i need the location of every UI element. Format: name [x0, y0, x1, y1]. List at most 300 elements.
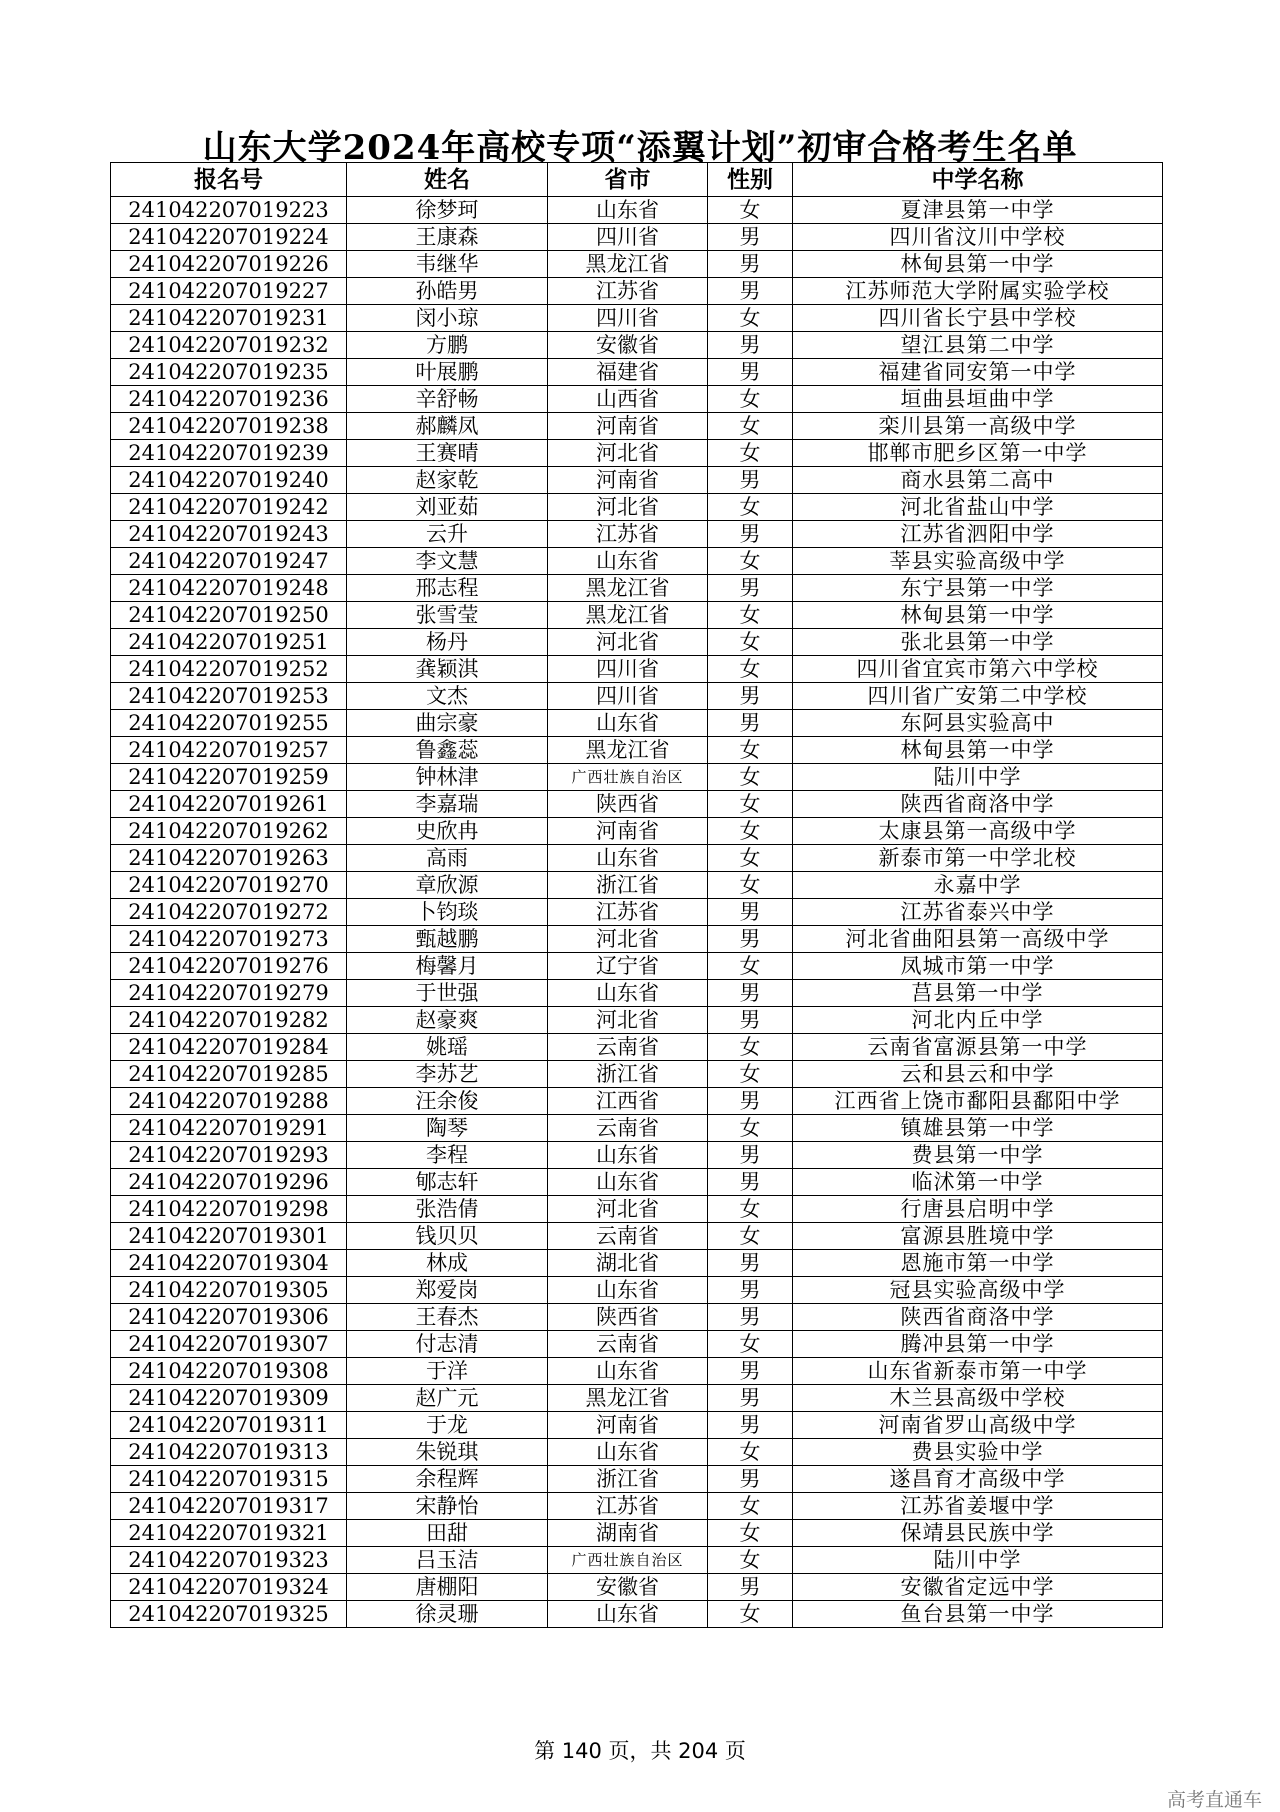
cell-province: 湖南省: [548, 1520, 708, 1547]
cell-gender: 男: [708, 1169, 793, 1196]
cell-province: 浙江省: [548, 1061, 708, 1088]
cell-province: 江苏省: [548, 521, 708, 548]
cell-reg-no: 241042207019243: [111, 521, 347, 548]
table-row: [111, 359, 1163, 386]
cell-province: 河南省: [548, 818, 708, 845]
cell-gender: 男: [708, 521, 793, 548]
cell-province: 河南省: [548, 413, 708, 440]
cell-reg-no: 241042207019251: [111, 629, 347, 656]
cell-province: 河北省: [548, 1196, 708, 1223]
cell-school: 太康县第一高级中学: [793, 818, 1163, 845]
cell-school: 邯郸市肥乡区第一中学: [793, 440, 1163, 467]
table-row: [111, 413, 1163, 440]
cell-reg-no: 241042207019253: [111, 683, 347, 710]
cell-province: 山东省: [548, 197, 708, 224]
cell-reg-no: 241042207019262: [111, 818, 347, 845]
cell-school: 河北省曲阳县第一高级中学: [793, 926, 1163, 953]
cell-school: 临沭第一中学: [793, 1169, 1163, 1196]
table-row: [111, 1223, 1163, 1250]
cell-reg-no: 241042207019301: [111, 1223, 347, 1250]
cell-name: 赵广元: [347, 1385, 548, 1412]
table-row: [111, 1412, 1163, 1439]
table-row: [111, 629, 1163, 656]
cell-province: 辽宁省: [548, 953, 708, 980]
cell-reg-no: 241042207019311: [111, 1412, 347, 1439]
column-header-province: 省市: [548, 163, 708, 197]
cell-province: 江苏省: [548, 1493, 708, 1520]
table-row: [111, 1574, 1163, 1601]
cell-province: 山东省: [548, 845, 708, 872]
cell-school: 陆川中学: [793, 764, 1163, 791]
cell-school: 莒县第一中学: [793, 980, 1163, 1007]
cell-reg-no: 241042207019252: [111, 656, 347, 683]
cell-gender: 女: [708, 548, 793, 575]
cell-name: 徐梦珂: [347, 197, 548, 224]
cell-school: 陆川中学: [793, 1547, 1163, 1574]
cell-province: 四川省: [548, 683, 708, 710]
cell-province: 云南省: [548, 1223, 708, 1250]
cell-province: 山东省: [548, 1601, 708, 1628]
cell-school: 林甸县第一中学: [793, 602, 1163, 629]
cell-name: 林成: [347, 1250, 548, 1277]
table-row: [111, 953, 1163, 980]
cell-gender: 女: [708, 656, 793, 683]
table-header-row: [111, 163, 1163, 197]
cell-school: 恩施市第一中学: [793, 1250, 1163, 1277]
cell-province: 山东省: [548, 1439, 708, 1466]
cell-name: 龚颖淇: [347, 656, 548, 683]
cell-gender: 女: [708, 440, 793, 467]
cell-reg-no: 241042207019272: [111, 899, 347, 926]
cell-gender: 男: [708, 278, 793, 305]
cell-school: 山东省新泰市第一中学: [793, 1358, 1163, 1385]
cell-province: 山东省: [548, 1277, 708, 1304]
cell-name: 文杰: [347, 683, 548, 710]
cell-gender: 女: [708, 629, 793, 656]
cell-gender: 女: [708, 1520, 793, 1547]
cell-name: 鲁鑫蕊: [347, 737, 548, 764]
table-row: [111, 1061, 1163, 1088]
cell-name: 史欣冉: [347, 818, 548, 845]
cell-province: 广西壮族自治区: [548, 1547, 708, 1574]
column-header-gender: 性别: [708, 163, 793, 197]
column-header-reg-no: 报名号: [111, 163, 347, 197]
cell-school: 木兰县高级中学校: [793, 1385, 1163, 1412]
cell-name: 赵豪爽: [347, 1007, 548, 1034]
cell-school: 江苏师范大学附属实验学校: [793, 278, 1163, 305]
cell-reg-no: 241042207019248: [111, 575, 347, 602]
cell-school: 河南省罗山高级中学: [793, 1412, 1163, 1439]
cell-school: 江苏省泰兴中学: [793, 899, 1163, 926]
cell-name: 吕玉洁: [347, 1547, 548, 1574]
cell-reg-no: 241042207019296: [111, 1169, 347, 1196]
cell-province: 云南省: [548, 1034, 708, 1061]
cell-name: 李苏艺: [347, 1061, 548, 1088]
cell-school: 镇雄县第一中学: [793, 1115, 1163, 1142]
cell-name: 杨丹: [347, 629, 548, 656]
cell-reg-no: 241042207019270: [111, 872, 347, 899]
cell-school: 腾冲县第一中学: [793, 1331, 1163, 1358]
cell-name: 汪余俊: [347, 1088, 548, 1115]
cell-reg-no: 241042207019235: [111, 359, 347, 386]
cell-gender: 男: [708, 224, 793, 251]
cell-province: 河南省: [548, 1412, 708, 1439]
cell-gender: 男: [708, 467, 793, 494]
table-row: [111, 926, 1163, 953]
cell-name: 高雨: [347, 845, 548, 872]
cell-gender: 男: [708, 332, 793, 359]
cell-gender: 女: [708, 872, 793, 899]
cell-reg-no: 241042207019261: [111, 791, 347, 818]
cell-province: 广西壮族自治区: [548, 764, 708, 791]
cell-province: 山东省: [548, 1358, 708, 1385]
table-row: [111, 1169, 1163, 1196]
cell-gender: 女: [708, 737, 793, 764]
table-row: [111, 872, 1163, 899]
cell-name: 徐灵珊: [347, 1601, 548, 1628]
cell-name: 孙皓男: [347, 278, 548, 305]
cell-gender: 女: [708, 305, 793, 332]
cell-gender: 男: [708, 1466, 793, 1493]
cell-school: 陕西省商洛中学: [793, 791, 1163, 818]
cell-province: 山东省: [548, 548, 708, 575]
cell-reg-no: 241042207019276: [111, 953, 347, 980]
cell-province: 山东省: [548, 980, 708, 1007]
cell-gender: 女: [708, 413, 793, 440]
cell-name: 李程: [347, 1142, 548, 1169]
cell-province: 山东省: [548, 1142, 708, 1169]
cell-school: 商水县第二高中: [793, 467, 1163, 494]
cell-province: 四川省: [548, 305, 708, 332]
cell-province: 黑龙江省: [548, 1385, 708, 1412]
cell-name: 郑爱岗: [347, 1277, 548, 1304]
cell-province: 江苏省: [548, 278, 708, 305]
cell-reg-no: 241042207019240: [111, 467, 347, 494]
cell-reg-no: 241042207019257: [111, 737, 347, 764]
table-row: [111, 575, 1163, 602]
table-row: [111, 332, 1163, 359]
cell-gender: 女: [708, 764, 793, 791]
cell-name: 韦继华: [347, 251, 548, 278]
cell-gender: 男: [708, 251, 793, 278]
column-header-name: 姓名: [347, 163, 548, 197]
cell-reg-no: 241042207019309: [111, 1385, 347, 1412]
cell-name: 甄越鹏: [347, 926, 548, 953]
table-row: [111, 1250, 1163, 1277]
cell-province: 福建省: [548, 359, 708, 386]
cell-school: 云南省富源县第一中学: [793, 1034, 1163, 1061]
cell-province: 四川省: [548, 224, 708, 251]
table-row: [111, 980, 1163, 1007]
cell-reg-no: 241042207019305: [111, 1277, 347, 1304]
cell-gender: 女: [708, 1034, 793, 1061]
cell-name: 郇志轩: [347, 1169, 548, 1196]
cell-school: 莘县实验高级中学: [793, 548, 1163, 575]
cell-name: 姚瑶: [347, 1034, 548, 1061]
cell-name: 刘亚茹: [347, 494, 548, 521]
cell-school: 栾川县第一高级中学: [793, 413, 1163, 440]
table-row: [111, 1493, 1163, 1520]
cell-school: 安徽省定远中学: [793, 1574, 1163, 1601]
cell-name: 王康森: [347, 224, 548, 251]
cell-name: 章欣源: [347, 872, 548, 899]
cell-name: 云升: [347, 521, 548, 548]
cell-gender: 男: [708, 1250, 793, 1277]
table-row: [111, 1466, 1163, 1493]
cell-name: 张浩倩: [347, 1196, 548, 1223]
cell-reg-no: 241042207019250: [111, 602, 347, 629]
cell-province: 河北省: [548, 494, 708, 521]
cell-school: 保靖县民族中学: [793, 1520, 1163, 1547]
table-row: [111, 1547, 1163, 1574]
cell-gender: 女: [708, 791, 793, 818]
cell-name: 赵家乾: [347, 467, 548, 494]
table-row: [111, 1601, 1163, 1628]
cell-gender: 女: [708, 1331, 793, 1358]
cell-reg-no: 241042207019317: [111, 1493, 347, 1520]
cell-province: 陕西省: [548, 791, 708, 818]
cell-name: 叶展鹏: [347, 359, 548, 386]
cell-gender: 女: [708, 1601, 793, 1628]
cell-province: 江西省: [548, 1088, 708, 1115]
cell-province: 河南省: [548, 467, 708, 494]
table-row: [111, 1034, 1163, 1061]
cell-gender: 男: [708, 1007, 793, 1034]
cell-reg-no: 241042207019255: [111, 710, 347, 737]
cell-gender: 男: [708, 1088, 793, 1115]
cell-reg-no: 241042207019304: [111, 1250, 347, 1277]
cell-school: 费县第一中学: [793, 1142, 1163, 1169]
cell-province: 河北省: [548, 629, 708, 656]
cell-school: 河北省盐山中学: [793, 494, 1163, 521]
cell-gender: 男: [708, 1304, 793, 1331]
cell-name: 付志清: [347, 1331, 548, 1358]
table-row: [111, 1331, 1163, 1358]
cell-gender: 男: [708, 1277, 793, 1304]
cell-name: 唐棚阳: [347, 1574, 548, 1601]
cell-province: 黑龙江省: [548, 737, 708, 764]
cell-province: 云南省: [548, 1115, 708, 1142]
table-row: [111, 602, 1163, 629]
table-row: [111, 224, 1163, 251]
table-row: [111, 845, 1163, 872]
table-row: [111, 386, 1163, 413]
cell-province: 安徽省: [548, 1574, 708, 1601]
cell-province: 山东省: [548, 710, 708, 737]
cell-reg-no: 241042207019224: [111, 224, 347, 251]
cell-name: 钱贝贝: [347, 1223, 548, 1250]
table-row: [111, 1088, 1163, 1115]
cell-school: 垣曲县垣曲中学: [793, 386, 1163, 413]
cell-reg-no: 241042207019239: [111, 440, 347, 467]
cell-name: 梅馨月: [347, 953, 548, 980]
table-row: [111, 197, 1163, 224]
cell-gender: 男: [708, 1574, 793, 1601]
cell-reg-no: 241042207019298: [111, 1196, 347, 1223]
cell-name: 曲宗豪: [347, 710, 548, 737]
cell-reg-no: 241042207019324: [111, 1574, 347, 1601]
cell-gender: 男: [708, 1142, 793, 1169]
cell-reg-no: 241042207019306: [111, 1304, 347, 1331]
cell-gender: 女: [708, 494, 793, 521]
table-row: [111, 278, 1163, 305]
table-row: [111, 1007, 1163, 1034]
cell-gender: 女: [708, 1547, 793, 1574]
cell-school: 林甸县第一中学: [793, 737, 1163, 764]
cell-reg-no: 241042207019288: [111, 1088, 347, 1115]
cell-name: 陶琴: [347, 1115, 548, 1142]
table-row: [111, 1520, 1163, 1547]
cell-province: 四川省: [548, 656, 708, 683]
page-footer: 第 140 页，共 204 页: [534, 1739, 746, 1763]
cell-school: 江西省上饶市鄱阳县鄱阳中学: [793, 1088, 1163, 1115]
cell-school: 望江县第二中学: [793, 332, 1163, 359]
table-row: [111, 1304, 1163, 1331]
table-row: [111, 737, 1163, 764]
cell-gender: 女: [708, 1493, 793, 1520]
page-title: 山东大学2024年高校专项“添翼计划”初审合格考生名单: [202, 128, 1078, 168]
cell-name: 郝麟凤: [347, 413, 548, 440]
cell-reg-no: 241042207019231: [111, 305, 347, 332]
cell-gender: 男: [708, 980, 793, 1007]
table-row: [111, 467, 1163, 494]
cell-name: 于洋: [347, 1358, 548, 1385]
cell-gender: 男: [708, 710, 793, 737]
cell-name: 邢志程: [347, 575, 548, 602]
cell-reg-no: 241042207019238: [111, 413, 347, 440]
cell-gender: 男: [708, 1358, 793, 1385]
cell-province: 山西省: [548, 386, 708, 413]
cell-school: 四川省宜宾市第六中学校: [793, 656, 1163, 683]
cell-province: 河北省: [548, 1007, 708, 1034]
table-row: [111, 548, 1163, 575]
cell-name: 钟林津: [347, 764, 548, 791]
cell-name: 王赛晴: [347, 440, 548, 467]
table-row: [111, 440, 1163, 467]
cell-school: 四川省广安第二中学校: [793, 683, 1163, 710]
cell-name: 张雪莹: [347, 602, 548, 629]
cell-province: 河北省: [548, 926, 708, 953]
watermark: 高考直通车: [1166, 1789, 1262, 1811]
cell-school: 陕西省商洛中学: [793, 1304, 1163, 1331]
cell-name: 李文慧: [347, 548, 548, 575]
cell-province: 黑龙江省: [548, 575, 708, 602]
table-row: [111, 1142, 1163, 1169]
cell-school: 福建省同安第一中学: [793, 359, 1163, 386]
table-row: [111, 305, 1163, 332]
cell-school: 东宁县第一中学: [793, 575, 1163, 602]
cell-school: 夏津县第一中学: [793, 197, 1163, 224]
cell-school: 遂昌育才高级中学: [793, 1466, 1163, 1493]
cell-reg-no: 241042207019273: [111, 926, 347, 953]
cell-name: 王春杰: [347, 1304, 548, 1331]
cell-province: 安徽省: [548, 332, 708, 359]
cell-school: 费县实验中学: [793, 1439, 1163, 1466]
cell-province: 陕西省: [548, 1304, 708, 1331]
table-row: [111, 1115, 1163, 1142]
cell-reg-no: 241042207019293: [111, 1142, 347, 1169]
cell-province: 浙江省: [548, 872, 708, 899]
cell-reg-no: 241042207019242: [111, 494, 347, 521]
cell-gender: 男: [708, 575, 793, 602]
table-row: [111, 899, 1163, 926]
cell-name: 田甜: [347, 1520, 548, 1547]
cell-reg-no: 241042207019279: [111, 980, 347, 1007]
cell-gender: 女: [708, 1061, 793, 1088]
cell-province: 黑龙江省: [548, 251, 708, 278]
cell-gender: 女: [708, 602, 793, 629]
cell-reg-no: 241042207019227: [111, 278, 347, 305]
table-row: [111, 818, 1163, 845]
cell-gender: 男: [708, 899, 793, 926]
cell-province: 黑龙江省: [548, 602, 708, 629]
table-row: [111, 1196, 1163, 1223]
cell-reg-no: 241042207019285: [111, 1061, 347, 1088]
cell-province: 河北省: [548, 440, 708, 467]
table-row: [111, 656, 1163, 683]
cell-province: 山东省: [548, 1169, 708, 1196]
cell-school: 东阿县实验高中: [793, 710, 1163, 737]
table-row: [111, 764, 1163, 791]
cell-reg-no: 241042207019247: [111, 548, 347, 575]
cell-gender: 女: [708, 1439, 793, 1466]
cell-gender: 男: [708, 1385, 793, 1412]
cell-school: 林甸县第一中学: [793, 251, 1163, 278]
cell-gender: 男: [708, 359, 793, 386]
cell-school: 冠县实验高级中学: [793, 1277, 1163, 1304]
cell-reg-no: 241042207019223: [111, 197, 347, 224]
column-header-school: 中学名称: [793, 163, 1163, 197]
table-body: [111, 197, 1163, 1628]
cell-school: 富源县胜境中学: [793, 1223, 1163, 1250]
cell-name: 方鹏: [347, 332, 548, 359]
cell-name: 宋静怡: [347, 1493, 548, 1520]
cell-reg-no: 241042207019263: [111, 845, 347, 872]
candidate-table: [110, 162, 1163, 1628]
cell-school: 鱼台县第一中学: [793, 1601, 1163, 1628]
cell-school: 河北内丘中学: [793, 1007, 1163, 1034]
cell-reg-no: 241042207019284: [111, 1034, 347, 1061]
cell-gender: 女: [708, 386, 793, 413]
cell-gender: 男: [708, 926, 793, 953]
cell-reg-no: 241042207019259: [111, 764, 347, 791]
cell-province: 湖北省: [548, 1250, 708, 1277]
cell-gender: 女: [708, 1115, 793, 1142]
cell-reg-no: 241042207019308: [111, 1358, 347, 1385]
cell-school: 江苏省姜堰中学: [793, 1493, 1163, 1520]
cell-reg-no: 241042207019323: [111, 1547, 347, 1574]
cell-reg-no: 241042207019226: [111, 251, 347, 278]
table-row: [111, 1385, 1163, 1412]
cell-name: 于世强: [347, 980, 548, 1007]
cell-school: 云和县云和中学: [793, 1061, 1163, 1088]
table-row: [111, 710, 1163, 737]
cell-school: 新泰市第一中学北校: [793, 845, 1163, 872]
cell-name: 朱锐琪: [347, 1439, 548, 1466]
cell-gender: 女: [708, 197, 793, 224]
cell-school: 江苏省泗阳中学: [793, 521, 1163, 548]
cell-gender: 女: [708, 845, 793, 872]
cell-province: 浙江省: [548, 1466, 708, 1493]
cell-name: 辛舒畅: [347, 386, 548, 413]
cell-gender: 女: [708, 818, 793, 845]
cell-province: 云南省: [548, 1331, 708, 1358]
table-row: [111, 521, 1163, 548]
cell-gender: 女: [708, 1223, 793, 1250]
cell-name: 于龙: [347, 1412, 548, 1439]
cell-reg-no: 241042207019282: [111, 1007, 347, 1034]
cell-name: 余程辉: [347, 1466, 548, 1493]
